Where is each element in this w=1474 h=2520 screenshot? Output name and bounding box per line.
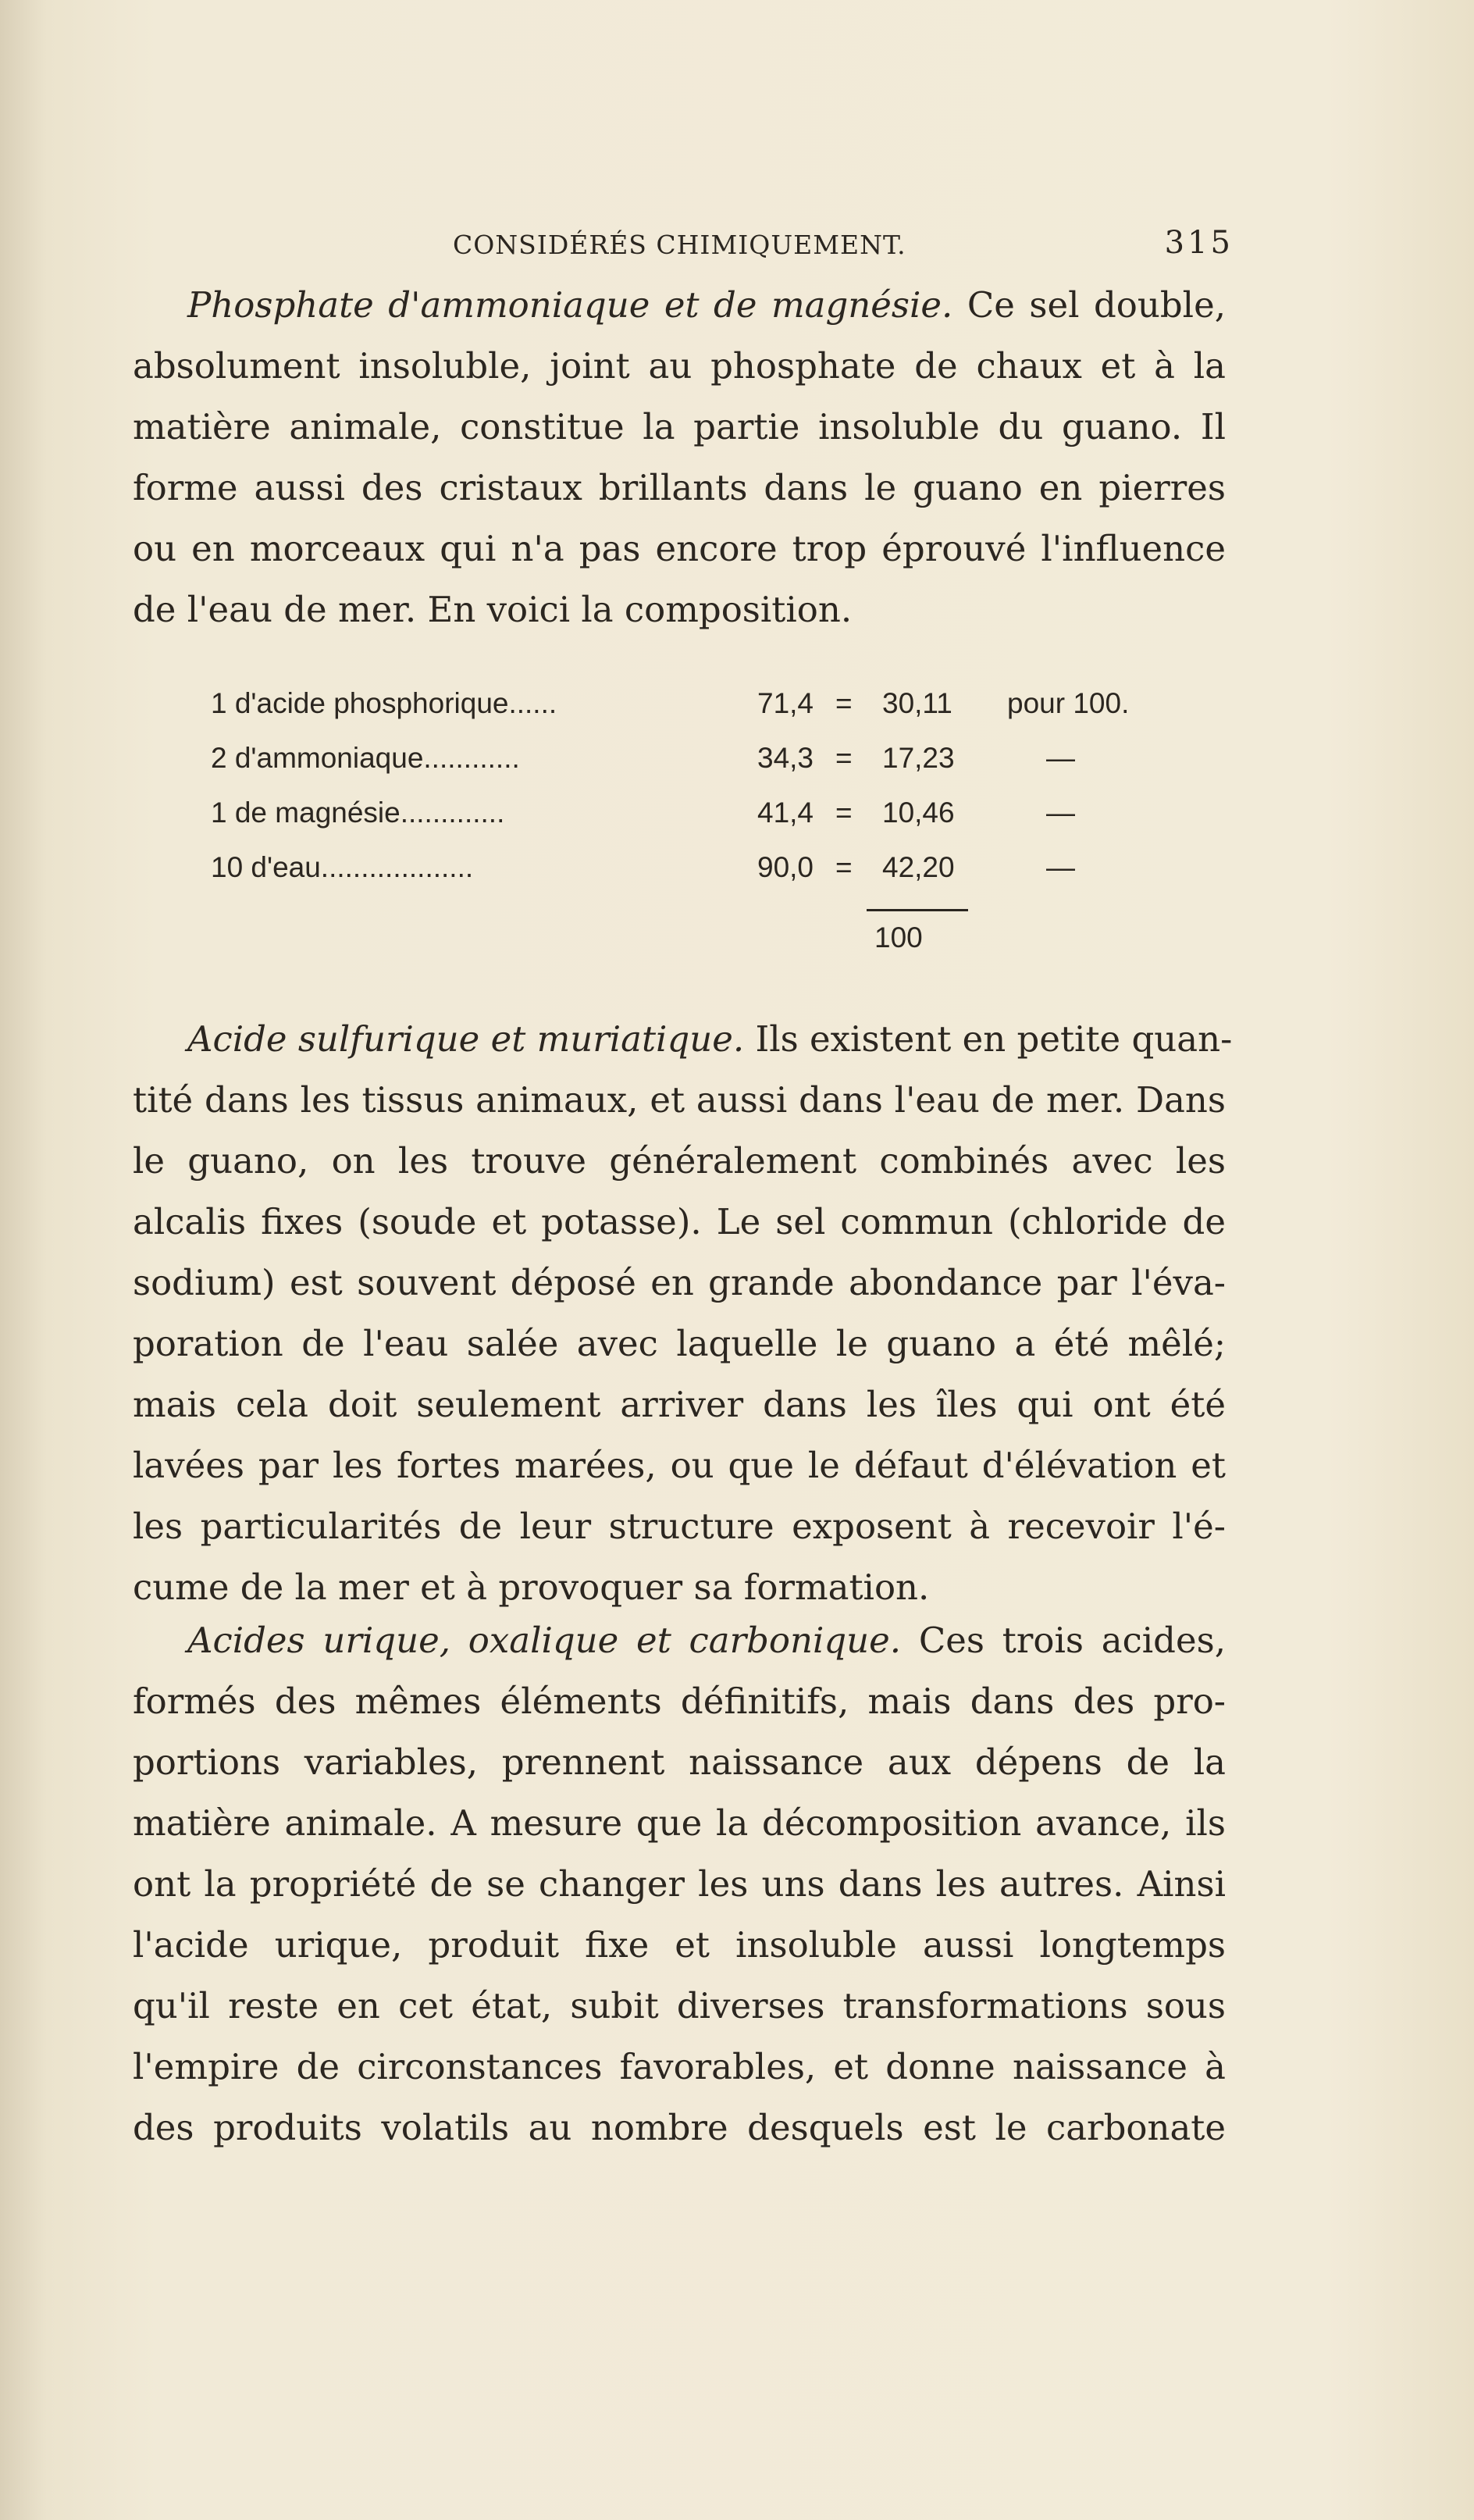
paragraph-phosphate — [133, 275, 1226, 640]
text-line: forme aussi des cristaux brillants dans le guano en pierres — [133, 467, 1226, 508]
text-line: tité dans les tissus animaux, et aussi dans l'eau de mer. Dans — [133, 1079, 1226, 1121]
text-line: poration de l'eau salée avec laquelle le guano a été mêlé; — [133, 1323, 1226, 1364]
page-number: 315 — [1164, 225, 1234, 261]
text-line: de l'eau de mer. En voici la composition. — [133, 589, 853, 630]
text-line: sodium) est souvent déposé en grande abondance par l'éva- — [133, 1262, 1226, 1303]
text-line: l'empire de circonstances favorables, et donne naissance à — [133, 2046, 1226, 2087]
table-row: 10 d'eau................... 90,0 = 42,20 — — [211, 851, 1075, 883]
table-total: 100 — [874, 921, 923, 953]
table-row: 1 de magnésie............. 41,4 = 10,46 — — [211, 797, 1075, 829]
text-line: portions variables, prennent naissance aux dépens de la — [133, 1741, 1226, 1783]
text-line: mais cela doit seulement arriver dans les îles qui ont été — [133, 1384, 1226, 1425]
text-line: absolument insoluble, joint au phosphate de chaux et à la — [133, 345, 1226, 387]
text-line: des produits volatils au nombre desquels est le carbonate — [133, 2107, 1226, 2148]
running-header — [437, 225, 1234, 269]
text-line: ont la propriété de se changer les uns dans les autres. Ainsi — [133, 1863, 1226, 1905]
text-line: matière animale, constitue la partie insoluble du guano. Il — [133, 406, 1226, 447]
text-line: formés des mêmes éléments définitifs, mais dans des pro- — [133, 1681, 1226, 1722]
text-line: les particularités de leur structure exposent à recevoir l'é- — [133, 1506, 1226, 1547]
running-title: CONSIDÉRÉS CHIMIQUEMENT. — [453, 230, 906, 260]
text-line: alcalis fixes (soude et potasse). Le sel commun (chloride de — [133, 1201, 1226, 1242]
paragraph-acides-sulfurique — [133, 1009, 1233, 1618]
section-heading: Acide sulfurique et muriatique. — [187, 1018, 745, 1060]
text-line: cume de la mer et à provoquer sa formation. — [133, 1567, 930, 1608]
text-line: l'acide urique, produit fixe et insoluble aussi longtemps — [133, 1924, 1226, 1966]
text-line: Acides urique, oxalique et carbonique. Ces trois acides, — [187, 1620, 1227, 1661]
text-line: Phosphate d'ammoniaque et de magnésie. Ce sel double, — [187, 284, 1227, 326]
sum-rule — [867, 909, 968, 911]
text-line: ou en morceaux qui n'a pas encore trop éprouvé l'influence — [133, 528, 1226, 569]
text-line: le guano, on les trouve généralement combinés avec les — [133, 1140, 1226, 1182]
table-row: 2 d'ammoniaque............ 34,3 = 17,23 — — [211, 742, 1075, 774]
composition-table — [211, 687, 1226, 953]
text-line: lavées par les fortes marées, ou que le défaut d'élévation et — [133, 1445, 1226, 1486]
text-line: Acide sulfurique et muriatique. Ils existent en petite quan- — [187, 1018, 1233, 1060]
paragraph-acides-urique — [133, 1610, 1226, 2158]
text-line: matière animale. A mesure que la décomposition avance, ils — [133, 1802, 1226, 1844]
section-heading: Phosphate d'ammoniaque et de magnésie. — [187, 284, 953, 326]
text-line: qu'il reste en cet état, subit diverses transformations sous — [133, 1985, 1226, 2026]
table-row: 1 d'acide phosphorique...... 71,4 = 30,11 pour 100. — [211, 687, 1130, 719]
section-heading: Acides urique, oxalique et carbonique. — [187, 1620, 902, 1661]
